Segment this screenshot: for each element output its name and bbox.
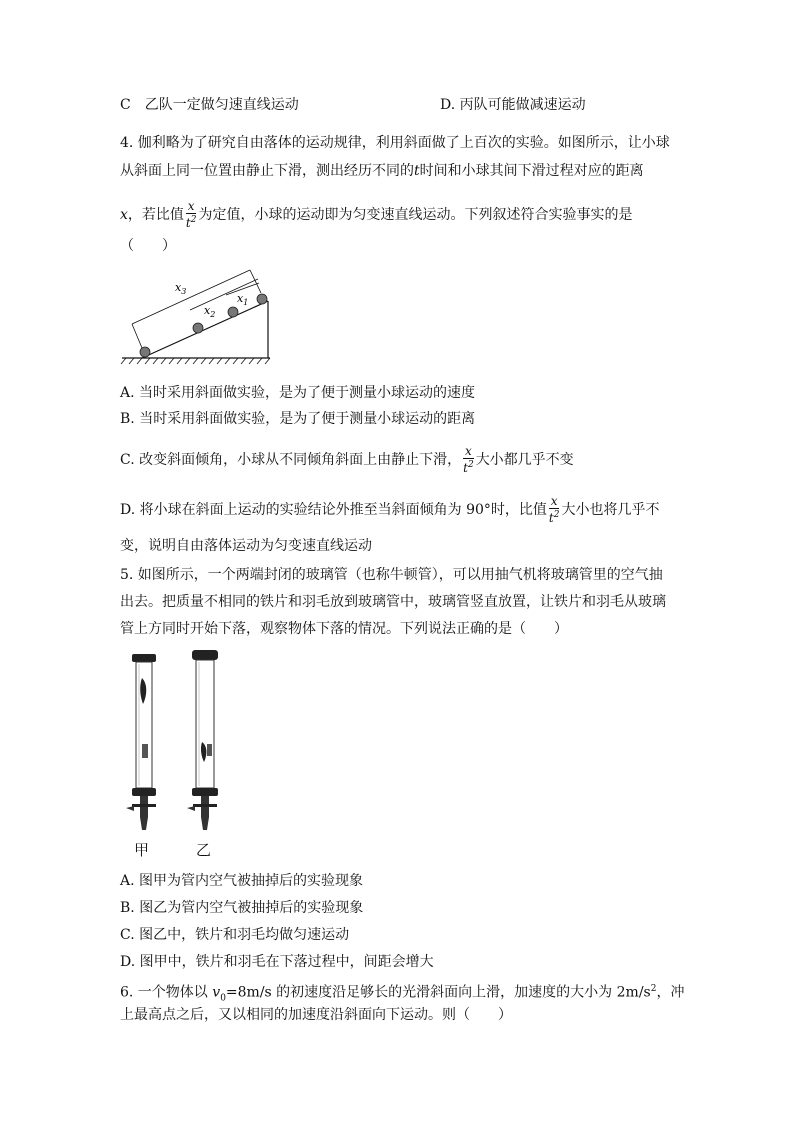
q5-stem-line1: 5. 如图所示，一个两端封闭的玻璃管（也称牛顿管），可以用抽气机将玻璃管里的空气抽 (120, 567, 663, 583)
tube-yi (187, 650, 218, 830)
q5-option-b: B. 图乙为管内空气被抽掉后的实验现象 (120, 900, 364, 916)
q4-option-a: A. 当时采用斜面做实验，是为了便于测量小球运动的速度 (120, 385, 476, 401)
q4-option-b: B. 当时采用斜面做实验，是为了便于测量小球运动的距离 (120, 411, 476, 427)
q3-option-c: C 乙队一定做匀速直线运动 (120, 97, 299, 113)
label-jia: 甲 (134, 841, 150, 859)
feather-icon (201, 742, 206, 762)
label-x1: $x_1$ (237, 292, 249, 307)
q4-option-c: C. 改变斜面倾角，小球从不同倾角斜面上由静止下滑， $\frac{x}{t^2}$ 大小都几乎不变 (120, 444, 574, 475)
label-x2: $x_2$ (204, 304, 216, 319)
q6-stem-line1: 6. 一个物体以 $v_0=8m/s$ 的初速度沿足够长的光滑斜面向上滑，加速度的大小为 $2m/s^2$，冲 (120, 984, 685, 1004)
feather-icon (140, 678, 146, 704)
ratio-fraction: $\frac{x}{t^2}$ (185, 199, 197, 230)
q4-stem-line3: x，若比值 $\frac{x}{t^2}$ 为定值，小球的运动即为匀变速直线运动。下列叙述符合实验事实的是 (120, 199, 633, 230)
q6-stem-line2: 上最高点之后，又以相同的加速度沿斜面向下运动。则（ ） (120, 1007, 512, 1023)
q4-stem-line1: 4. 伽利略为了研究自由落体的运动规律，利用斜面做了上百次的实验。如图所示，让小球 (120, 135, 670, 151)
q4-stem-line2: 从斜面上同一位置由静止下滑，测出经历不同的t时间和小球其间下滑过程对应的距离 (120, 163, 644, 179)
q5-stem-line2: 出去。把质量不相同的铁片和羽毛放到玻璃管中，玻璃管竖直放置，让铁片和羽毛从玻璃 (120, 594, 666, 610)
q3-option-d: D. 丙队可能做减速运动 (440, 97, 586, 113)
q4-option-d: D. 将小球在斜面上运动的实验结论外推至当斜面倾角为 90°时，比值 $\frac{x}{t^2}$ 大小也将几乎不 (120, 494, 660, 525)
q4-answer-paren: （ ） (120, 238, 176, 254)
label-x3: $x_3$ (175, 281, 187, 296)
q5-option-a: A. 图甲为管内空气被抽掉后的实验现象 (120, 873, 364, 889)
iron-piece-icon (142, 744, 148, 758)
q4-option-d-cont: 变，说明自由落体运动为匀变速直线运动 (120, 538, 372, 554)
incline-figure (118, 262, 283, 367)
q5-option-c: C. 图乙中，铁片和羽毛均做匀速运动 (120, 927, 350, 943)
iron-piece-icon (207, 744, 212, 756)
q5-option-d: D. 图甲中，铁片和羽毛在下落过程中，间距会增大 (120, 954, 434, 970)
tube-jia (126, 654, 156, 830)
label-yi: 乙 (196, 841, 212, 859)
newton-tube-figure (118, 648, 238, 843)
q5-stem-line3: 管上方同时开始下落，观察物体下落的情况。下列说法正确的是（ ） (120, 621, 568, 637)
